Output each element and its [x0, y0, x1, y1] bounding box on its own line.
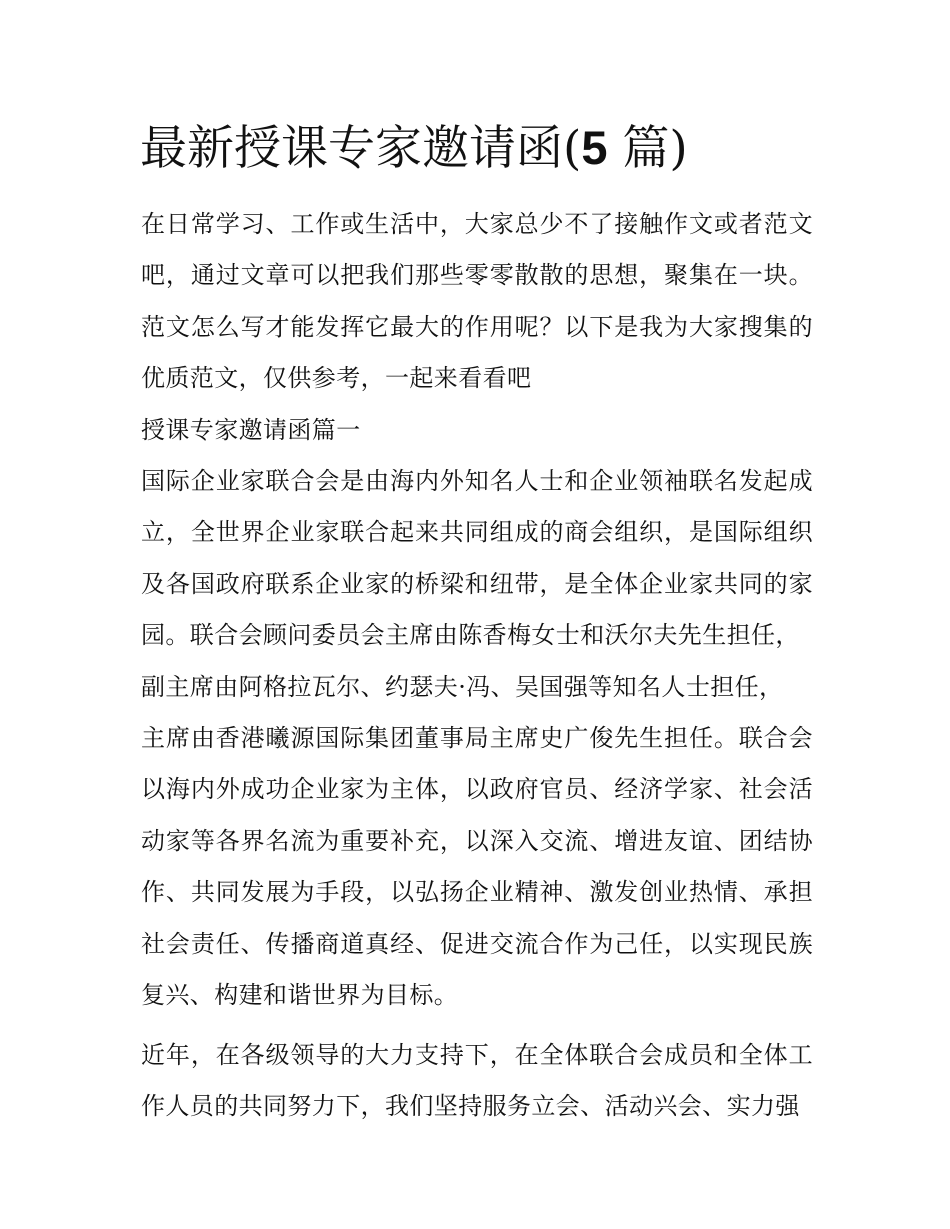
- document-title: [140, 118, 688, 179]
- title-suffix: 篇): [607, 121, 688, 176]
- body-paragraph-4: 近年，在各级领导的大力支持下，在全体联合会成员和全体工作人员的共同努力下，我们坚持服务立会、活动兴会、实力强: [141, 1040, 813, 1120]
- section-heading: 授课专家邀请函篇一: [141, 415, 361, 444]
- title-main: 最新授课专家邀请函(: [140, 121, 582, 176]
- body-paragraph-1: 国际企业家联合会是由海内外知名人士和企业领袖联名发起成立，全世界企业家联合起来共同组成的商会组织，是国际组织及各国政府联系企业家的桥梁和纽带，是全体企业家共同的家园。联合会顾问委员会主席由陈香梅女士和沃尔夫先生担任，: [141, 467, 813, 650]
- document-body: [141, 199, 813, 1132]
- body-paragraph-3: 主席由香港曦源国际集团董事局主席史广俊先生担任。联合会以海内外成功企业家为主体，以政府官员、经济学家、社会活动家等各界名流为重要补充，以深入交流、增进友谊、团结协作、共同发展为手段，以弘扬企业精神、激发创业热情、承担社会责任、传播商道真经、促进交流合作为己任，以实现民族复兴、构建和谐世界为目标。: [141, 724, 813, 1010]
- body-paragraph-2: 副主席由阿格拉瓦尔、约瑟夫·冯、吴国强等知名人士担任，: [141, 672, 784, 701]
- title-number: 5: [581, 121, 608, 174]
- intro-paragraph: 在日常学习、工作或生活中，大家总少不了接触作文或者范文吧，通过文章可以把我们那些零零散散的思想，聚集在一块。范文怎么写才能发挥它最大的作用呢？以下是我为大家搜集的优质范文，仅供参考，一起来看看吧: [141, 210, 813, 393]
